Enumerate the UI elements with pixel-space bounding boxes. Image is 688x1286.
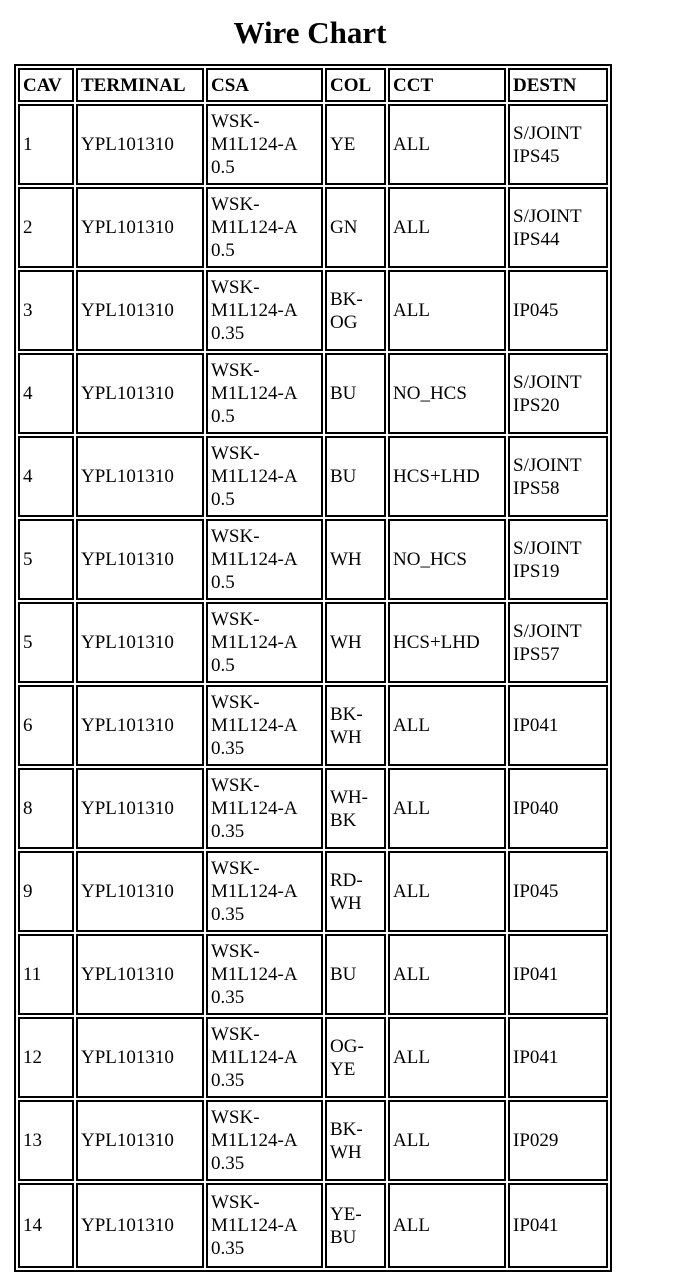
cav-cell: 2 — [18, 187, 74, 268]
cct-cell: ALL — [388, 104, 506, 185]
cav-cell: 1 — [18, 104, 74, 185]
col-cell — [325, 436, 386, 517]
csa-cell-line: WSK- — [211, 526, 260, 547]
destn-cell — [508, 353, 608, 434]
terminal-cell: YPL101310 — [76, 934, 204, 1015]
csa-cell — [206, 1017, 323, 1098]
csa-cell-line: WSK- — [211, 775, 260, 796]
destn-cell-line: IP045 — [513, 300, 559, 321]
csa-cell-line: WSK- — [211, 1192, 260, 1213]
destn-cell — [508, 685, 608, 766]
table-row — [18, 768, 608, 849]
destn-cell — [508, 436, 608, 517]
cav-cell: 13 — [18, 1100, 74, 1181]
csa-cell-line: WSK- — [211, 692, 260, 713]
terminal-cell: YPL101310 — [76, 519, 204, 600]
destn-cell — [508, 1100, 608, 1181]
col-cell — [325, 1100, 386, 1181]
csa-cell-line: M1L124-A — [211, 632, 298, 653]
cav-cell: 4 — [18, 353, 74, 434]
col-cell-line: WH — [330, 632, 362, 653]
terminal-cell: YPL101310 — [76, 270, 204, 351]
table-row — [18, 934, 608, 1015]
csa-cell-line: 0.5 — [211, 406, 235, 427]
csa-cell — [206, 934, 323, 1015]
destn-cell-line: IP045 — [513, 881, 559, 902]
cct-cell: ALL — [388, 768, 506, 849]
csa-cell-line: 0.35 — [211, 821, 245, 842]
csa-cell-line: M1L124-A — [211, 300, 298, 321]
terminal-cell: YPL101310 — [76, 187, 204, 268]
cct-cell: HCS+LHD — [388, 602, 506, 683]
csa-cell-line: WSK- — [211, 858, 260, 879]
destn-cell-line: IPS20 — [513, 394, 560, 416]
destn-cell-line: IP040 — [513, 798, 559, 819]
csa-cell-line: 0.5 — [211, 240, 235, 261]
csa-cell-line: 0.5 — [211, 157, 235, 178]
destn-cell — [508, 851, 608, 932]
terminal-cell: YPL101310 — [76, 104, 204, 185]
column-header-cav: CAV — [18, 68, 74, 102]
destn-cell-line: IPS44 — [513, 228, 560, 250]
destn-cell — [508, 602, 608, 683]
csa-cell — [206, 104, 323, 185]
csa-cell-line: M1L124-A — [211, 466, 298, 487]
column-header-col: COL — [325, 68, 386, 102]
cct-cell: ALL — [388, 934, 506, 1015]
col-cell — [325, 602, 386, 683]
csa-cell-line: 0.5 — [211, 489, 235, 510]
destn-cell-line: IPS45 — [513, 145, 560, 167]
col-cell — [325, 187, 386, 268]
destn-cell-line: IPS58 — [513, 477, 560, 499]
col-cell-line: BK- — [330, 1118, 363, 1140]
csa-cell — [206, 436, 323, 517]
col-cell-line: YE- — [330, 1203, 362, 1225]
csa-cell-line: WSK- — [211, 360, 260, 381]
cav-cell: 11 — [18, 934, 74, 1015]
table-body — [18, 104, 608, 1268]
csa-cell — [206, 685, 323, 766]
col-cell-line: WH — [330, 549, 362, 570]
col-cell — [325, 353, 386, 434]
table-row — [18, 1183, 608, 1268]
col-cell-line: WH- — [330, 786, 368, 808]
destn-cell-line: S/JOINT — [513, 620, 582, 642]
col-cell-line: BU — [330, 1226, 357, 1248]
wire-chart-table — [14, 64, 612, 1272]
table-row — [18, 187, 608, 268]
csa-cell — [206, 1183, 323, 1268]
page-title: Wire Chart — [233, 15, 387, 50]
terminal-cell: YPL101310 — [76, 851, 204, 932]
terminal-cell: YPL101310 — [76, 353, 204, 434]
csa-cell-line: M1L124-A — [211, 134, 298, 155]
col-cell-line: BU — [330, 466, 357, 487]
cct-cell: ALL — [388, 187, 506, 268]
cav-cell: 9 — [18, 851, 74, 932]
col-cell-line: BK — [330, 809, 357, 831]
csa-cell-line: WSK- — [211, 194, 260, 215]
csa-cell-line: WSK- — [211, 277, 260, 298]
cav-cell: 6 — [18, 685, 74, 766]
cct-cell: ALL — [388, 270, 506, 351]
col-cell-line: BU — [330, 383, 357, 404]
csa-cell-line: M1L124-A — [211, 1047, 298, 1068]
destn-cell-line: IP041 — [513, 1215, 559, 1236]
csa-cell — [206, 353, 323, 434]
csa-cell-line: WSK- — [211, 609, 260, 630]
column-header-terminal: TERMINAL — [76, 68, 204, 102]
cct-cell: ALL — [388, 1183, 506, 1268]
table-row — [18, 851, 608, 932]
csa-cell-line: M1L124-A — [211, 715, 298, 736]
col-cell — [325, 1183, 386, 1268]
cct-cell: ALL — [388, 1100, 506, 1181]
destn-cell-line: S/JOINT — [513, 122, 582, 144]
csa-cell — [206, 1100, 323, 1181]
cav-cell: 3 — [18, 270, 74, 351]
col-cell-line: YE — [330, 134, 356, 155]
col-cell-line: WH — [330, 726, 362, 748]
csa-cell — [206, 270, 323, 351]
destn-cell-line: S/JOINT — [513, 371, 582, 393]
csa-cell-line: WSK- — [211, 111, 260, 132]
destn-cell — [508, 1183, 608, 1268]
terminal-cell: YPL101310 — [76, 1100, 204, 1181]
destn-cell-line: IP029 — [513, 1130, 559, 1151]
destn-cell-line: IP041 — [513, 964, 559, 985]
table-row — [18, 270, 608, 351]
cct-cell: NO_HCS — [388, 519, 506, 600]
csa-cell-line: WSK- — [211, 443, 260, 464]
col-cell-line: BK- — [330, 703, 363, 725]
column-header-destn: DESTN — [508, 68, 608, 102]
cct-cell: HCS+LHD — [388, 436, 506, 517]
col-cell-line: WH — [330, 1141, 362, 1163]
col-cell — [325, 768, 386, 849]
csa-cell-line: 0.5 — [211, 655, 235, 676]
col-cell — [325, 1017, 386, 1098]
table-row — [18, 602, 608, 683]
destn-cell — [508, 270, 608, 351]
destn-cell-line: IP041 — [513, 715, 559, 736]
cav-cell: 5 — [18, 519, 74, 600]
cav-cell: 14 — [18, 1183, 74, 1268]
table-header-row — [18, 68, 608, 102]
terminal-cell: YPL101310 — [76, 1183, 204, 1268]
destn-cell — [508, 104, 608, 185]
destn-cell-line: IPS19 — [513, 560, 560, 582]
col-cell-line: BU — [330, 964, 357, 985]
col-cell — [325, 270, 386, 351]
destn-cell — [508, 1017, 608, 1098]
csa-cell — [206, 768, 323, 849]
csa-cell-line: 0.35 — [211, 1070, 245, 1091]
table-row — [18, 519, 608, 600]
table-row — [18, 104, 608, 185]
col-cell-line: OG — [330, 311, 358, 333]
csa-cell — [206, 187, 323, 268]
table-row — [18, 353, 608, 434]
csa-cell-line: M1L124-A — [211, 383, 298, 404]
destn-cell-line: IP041 — [513, 1047, 559, 1068]
col-cell — [325, 851, 386, 932]
table-row — [18, 1017, 608, 1098]
destn-cell — [508, 187, 608, 268]
col-cell — [325, 685, 386, 766]
csa-cell-line: M1L124-A — [211, 798, 298, 819]
csa-cell — [206, 519, 323, 600]
col-cell — [325, 519, 386, 600]
destn-cell — [508, 768, 608, 849]
destn-cell — [508, 934, 608, 1015]
cav-cell: 8 — [18, 768, 74, 849]
csa-cell-line: WSK- — [211, 1024, 260, 1045]
csa-cell-line: 0.5 — [211, 572, 235, 593]
column-header-csa: CSA — [206, 68, 323, 102]
csa-cell-line: 0.35 — [211, 904, 245, 925]
csa-cell-line: M1L124-A — [211, 1130, 298, 1151]
csa-cell-line: 0.35 — [211, 1238, 245, 1259]
col-cell-line: GN — [330, 217, 358, 238]
terminal-cell: YPL101310 — [76, 685, 204, 766]
cct-cell: ALL — [388, 851, 506, 932]
csa-cell-line: 0.35 — [211, 1153, 245, 1174]
column-header-cct: CCT — [388, 68, 506, 102]
terminal-cell: YPL101310 — [76, 602, 204, 683]
col-cell — [325, 934, 386, 1015]
terminal-cell: YPL101310 — [76, 1017, 204, 1098]
col-cell-line: RD- — [330, 869, 363, 891]
destn-cell-line: IPS57 — [513, 643, 560, 665]
csa-cell-line: M1L124-A — [211, 549, 298, 570]
cct-cell: ALL — [388, 685, 506, 766]
cav-cell: 12 — [18, 1017, 74, 1098]
destn-cell — [508, 519, 608, 600]
cav-cell: 5 — [18, 602, 74, 683]
csa-cell-line: WSK- — [211, 1107, 260, 1128]
csa-cell-line: 0.35 — [211, 987, 245, 1008]
col-cell-line: WH — [330, 892, 362, 914]
csa-cell — [206, 851, 323, 932]
table-row — [18, 685, 608, 766]
terminal-cell: YPL101310 — [76, 768, 204, 849]
csa-cell-line: M1L124-A — [211, 881, 298, 902]
csa-cell-line: WSK- — [211, 941, 260, 962]
csa-cell-line: 0.35 — [211, 738, 245, 759]
cav-cell: 4 — [18, 436, 74, 517]
csa-cell-line: M1L124-A — [211, 217, 298, 238]
table-row — [18, 436, 608, 517]
cct-cell: ALL — [388, 1017, 506, 1098]
destn-cell-line: S/JOINT — [513, 537, 582, 559]
destn-cell-line: S/JOINT — [513, 454, 582, 476]
col-cell-line: BK- — [330, 288, 363, 310]
cct-cell: NO_HCS — [388, 353, 506, 434]
col-cell-line: YE — [330, 1058, 356, 1080]
csa-cell-line: M1L124-A — [211, 964, 298, 985]
terminal-cell: YPL101310 — [76, 436, 204, 517]
col-cell — [325, 104, 386, 185]
table-row — [18, 1100, 608, 1181]
col-cell-line: OG- — [330, 1035, 364, 1057]
csa-cell — [206, 602, 323, 683]
csa-cell-line: M1L124-A — [211, 1215, 298, 1236]
csa-cell-line: 0.35 — [211, 323, 245, 344]
destn-cell-line: S/JOINT — [513, 205, 582, 227]
